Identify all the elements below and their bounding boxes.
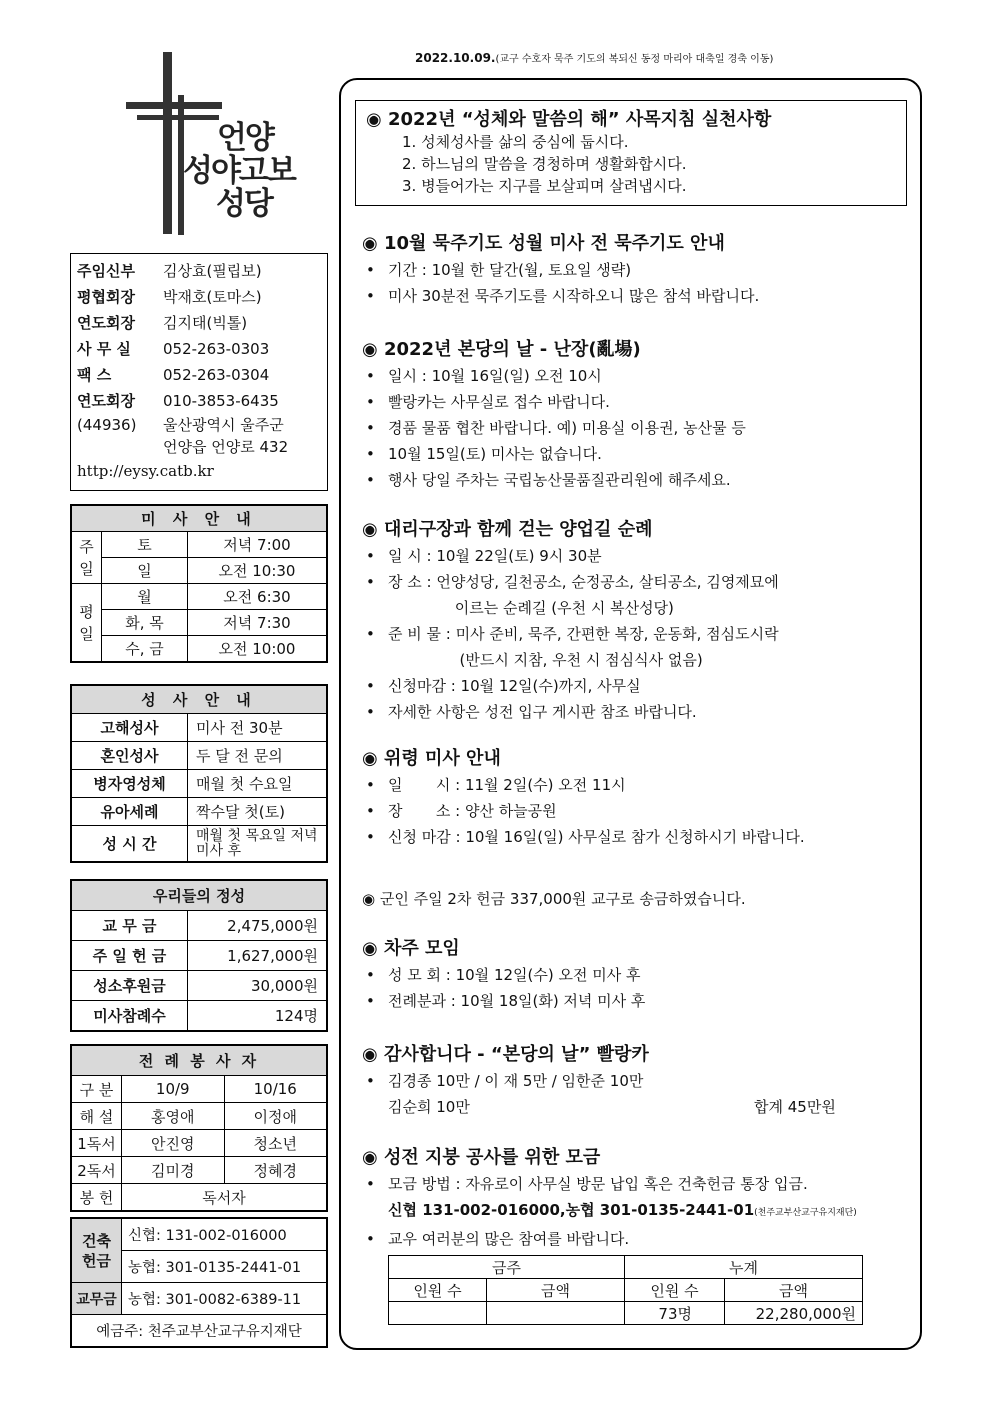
notice-rosary: ◉ 10월 묵주기도 성월 미사 전 묵주기도 안내 • 기간 : 10월 한 달간(월, 토요일 생략) • 미사 30분전 묵주기도를 시작하오니 많은 참석 바랍니다.: [362, 231, 917, 309]
table-cell: 안진영: [122, 1130, 225, 1157]
offering-summary: [70, 879, 328, 1032]
notice-military-sunday: ◉ 군인 주일 2차 헌금 337,000원 교구로 송금하였습니다.: [362, 890, 746, 908]
info-row: 팩 스 052-263-0304: [77, 366, 270, 384]
table-cell: 주 일 헌 금: [72, 941, 188, 971]
table-cell: 해 설: [72, 1103, 122, 1130]
table-cell: [389, 1302, 487, 1325]
table-cell: 일: [102, 558, 188, 584]
mass-schedule: [70, 504, 328, 663]
notice-thanks: ◉ 감사합니다 - “본당의 날” 빨랑카 • 김경종 10만 / 이 재 5만 / 임한준 10만 김순희 10만 합계 45만원: [362, 1042, 917, 1120]
sunday-label: 주일: [72, 532, 102, 584]
table-cell: 30,000원: [188, 971, 327, 1001]
table-cell: 독서자: [122, 1184, 327, 1211]
notice-roof-fund: ◉ 성전 지붕 공사를 위한 모금 • 모금 방법 : 자유로이 사무실 방문 납입 혹은 건축헌금 통장 입금. 신협 131-002-016000,농협 301-0135-2441-01(천주교부산교구유지재단) • 교우 여러분의 많은 참여를 바랍니다.: [362, 1145, 917, 1252]
table-cell: 농협: 301-0135-2441-01: [122, 1251, 327, 1283]
table-cell: 누계: [625, 1256, 863, 1279]
table-cell: 매월 첫 목요일 저녁미사 후: [188, 826, 327, 862]
table-cell: 예금주: 천주교부산교구유지재단: [72, 1315, 327, 1347]
parish-info-box: [70, 253, 328, 491]
table-cell: 전 례 봉 사 자: [72, 1046, 327, 1076]
table-cell: 10/16: [224, 1076, 327, 1103]
address: (44936) 울산광역시 울주군: [77, 416, 284, 434]
roof-fund-table: [388, 1255, 863, 1325]
table-cell: 22,280,000원: [725, 1302, 863, 1325]
table-cell: 저녁 7:00: [188, 532, 327, 558]
table-cell: 건축헌금: [72, 1219, 122, 1283]
info-row: 연도회장 김지태(빅톨): [77, 314, 248, 332]
table-cell: 농협: 301-0082-6389-11: [122, 1283, 327, 1315]
table-cell: 금주: [389, 1256, 625, 1279]
table-cell: [487, 1302, 625, 1325]
table-cell: 교 무 금: [72, 911, 188, 941]
table-cell: 성소후원금: [72, 971, 188, 1001]
table-cell: 병자영성체: [72, 770, 188, 798]
table-cell: 저녁 7:30: [188, 610, 327, 636]
table-cell: 수, 금: [102, 636, 188, 662]
table-cell: 2독서: [72, 1157, 122, 1184]
table-cell: 정혜경: [224, 1157, 327, 1184]
notice-memorial-mass: ◉ 위령 미사 안내 • 일 시 : 11월 2일(수) 오전 11시 • 장 소 : 양산 하늘공원 • 신청 마감 : 10월 16일(일) 사무실로 참가 신청하시기 바랍니다.: [362, 746, 917, 850]
notice-parish-day: ◉ 2022년 본당의 날 - 난장(亂場) • 일시 : 10월 16일(일) 오전 10시 • 빨랑카는 사무실로 접수 바랍니다. • 경품 물품 협찬 바랍니다. 예) 미용실 이용권, 농산물 등 • 10월 15일(토) 미사는 없습니다. • 행사 당일 주차는 국립농산물품질관리원에 해주세요.: [362, 337, 917, 493]
table-cell: 짝수달 첫(토): [188, 798, 327, 826]
weekday-label: 평일: [72, 584, 102, 662]
table-cell: 토: [102, 532, 188, 558]
table-cell: 미사 전 30분: [188, 714, 327, 742]
table-cell: 이정애: [224, 1103, 327, 1130]
sacrament-schedule: [70, 684, 328, 863]
table-cell: 인원 수: [625, 1279, 725, 1302]
table-cell: 신협: 131-002-016000: [122, 1219, 327, 1251]
table-cell: 오전 10:00: [188, 636, 327, 662]
website-link[interactable]: http://eysy.catb.kr: [77, 462, 214, 480]
table-cell: 홍영애: [122, 1103, 225, 1130]
table-cell: 두 달 전 문의: [188, 742, 327, 770]
address-line2: 언양읍 언양로 432: [163, 438, 289, 456]
cross-logo-horizontal-2: [137, 115, 219, 120]
cross-logo-vertical: [163, 52, 172, 234]
bulletin-date: 2022.10.09.(교구 수호자 묵주 기도의 복되신 동정 마리아 대축일 경축 이동): [415, 51, 774, 65]
table-cell: 고해성사: [72, 714, 188, 742]
pastoral-guidelines: ◉ 2022년 “성체와 말씀의 해” 사목지침 실천사항 1. 성체성사를 삶의 중심에 둡시다. 2. 하느님의 말씀을 경청하며 생활화합시다. 3. 병들어가는 지구를 보살피며 살려냅시다.: [355, 100, 907, 206]
info-row: 연도회장 010-3853-6435: [77, 392, 279, 410]
notice-pilgrimage: ◉ 대리구장과 함께 걷는 양업길 순례 • 일 시 : 10월 22일(토) 9시 30분 • 장 소 : 언양성당, 길천공소, 순정공소, 살티공소, 김영제묘에 이르는 순례길 (우천 시 복산성당) • 준 비 물 : 미사 준비, 묵주, 간편한 복장, 운동화, 점심도시락 (반드시 지참, 우천 시 점심식사 없음) • 신청마감 : 10월 12일(수)까지, 사무실 • 자세한 사항은 성전 입구 게시판 참조 바랍니다.: [362, 517, 917, 725]
table-cell: 김미경: [122, 1157, 225, 1184]
table-cell: 124명: [188, 1001, 327, 1031]
cross-logo-horizontal: [126, 102, 222, 109]
table-cell: 교무금: [72, 1283, 122, 1315]
table-cell: 인원 수: [389, 1279, 487, 1302]
table-cell: 구 분: [72, 1076, 122, 1103]
table-cell: 우리들의 정성: [72, 881, 327, 911]
table-cell: 매월 첫 수요일: [188, 770, 327, 798]
table-cell: 봉 헌: [72, 1184, 122, 1211]
parish-logo-text: 언양 성야고보 성당: [183, 120, 295, 222]
table-cell: 73명: [625, 1302, 725, 1325]
table-cell: 2,475,000원: [188, 911, 327, 941]
table-cell: 성 사 안 내: [72, 686, 327, 714]
info-row: 사 무 실 052-263-0303: [77, 340, 270, 358]
bank-accounts: [70, 1217, 328, 1348]
table-cell: 10/9: [122, 1076, 225, 1103]
table-cell: 1,627,000원: [188, 941, 327, 971]
liturgy-servers: [70, 1044, 328, 1212]
table-cell: 혼인성사: [72, 742, 188, 770]
table-cell: 성 시 간: [72, 826, 188, 862]
info-row: 평협회장 박재호(토마스): [77, 288, 262, 306]
table-cell: 청소년: [224, 1130, 327, 1157]
info-row: 주임신부 김상효(필립보): [77, 262, 262, 280]
table-cell: 유아세례: [72, 798, 188, 826]
table-cell: 금액: [487, 1279, 625, 1302]
table-cell: 오전 10:30: [188, 558, 327, 584]
table-cell: 금액: [725, 1279, 863, 1302]
notice-meetings: ◉ 차주 모임 • 성 모 회 : 10월 12일(수) 오전 미사 후 • 전례분과 : 10월 18일(화) 저녁 미사 후: [362, 936, 917, 1014]
table-cell: 월: [102, 584, 188, 610]
table-cell: 미사참례수: [72, 1001, 188, 1031]
table-cell: 화, 목: [102, 610, 188, 636]
mass-title: 미 사 안 내: [72, 506, 327, 532]
table-cell: 오전 6:30: [188, 584, 327, 610]
table-cell: 1독서: [72, 1130, 122, 1157]
